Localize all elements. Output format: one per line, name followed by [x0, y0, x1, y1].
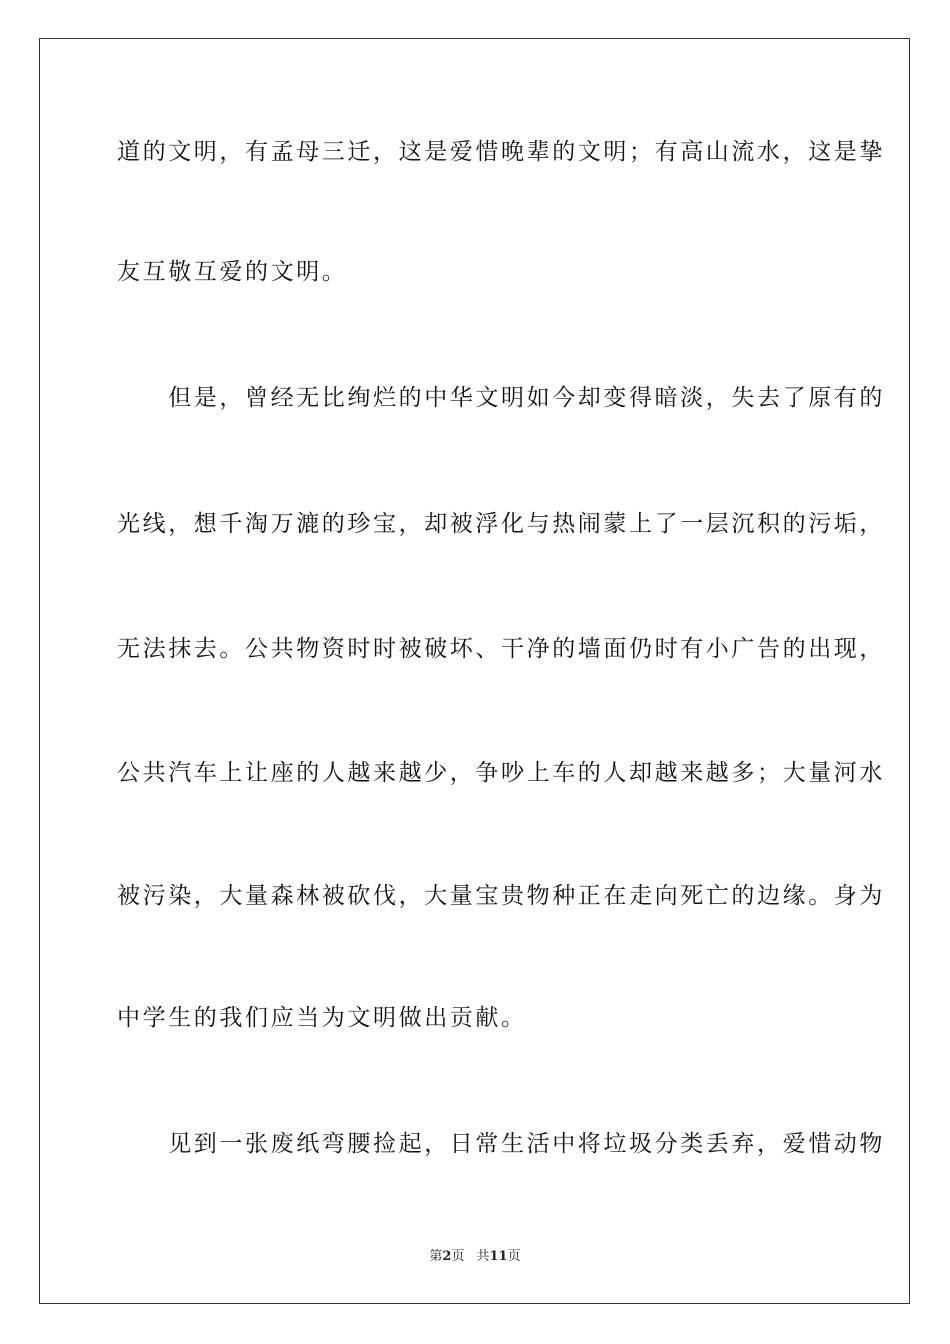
text-line-7: 被污染，大量森林被砍伐，大量宝贵物种正在走向死亡的边缘。身为: [117, 883, 885, 909]
footer-total-pages: 11: [489, 1249, 508, 1264]
footer-total-suffix: 页: [507, 1249, 521, 1264]
text-line-4: 光线，想千淘万漉的珍宝，却被浮化与热闹蒙上了一层沉积的污垢，: [117, 511, 885, 537]
text-line-5: 无法抹去。公共物资时时被破坏、干净的墙面仍时有小广告的出现，: [117, 636, 885, 662]
text-line-6: 公共汽车上让座的人越来越少，争吵上车的人却越来越多；大量河水: [117, 760, 885, 786]
footer-total-prefix: 共: [476, 1249, 490, 1264]
footer-page-number: 2: [442, 1249, 452, 1264]
page-border: [39, 38, 910, 1304]
text-line-3: 但是，曾经无比绚烂的中华文明如今却变得暗淡，失去了原有的: [117, 385, 885, 411]
footer-page-suffix: 页: [451, 1249, 465, 1264]
text-line-2: 友互敬互爱的文明。: [117, 259, 348, 285]
text-line-8: 中学生的我们应当为文明做出贡献。: [117, 1005, 527, 1031]
footer-page-prefix: 第: [429, 1249, 443, 1264]
page-footer: [0, 1249, 950, 1265]
text-line-1: 道的文明，有孟母三迁，这是爱惜晚辈的文明；有高山流水，这是挚: [117, 139, 885, 165]
text-line-9: 见到一张废纸弯腰捡起，日常生活中将垃圾分类丢弃，爱惜动物: [117, 1131, 885, 1157]
